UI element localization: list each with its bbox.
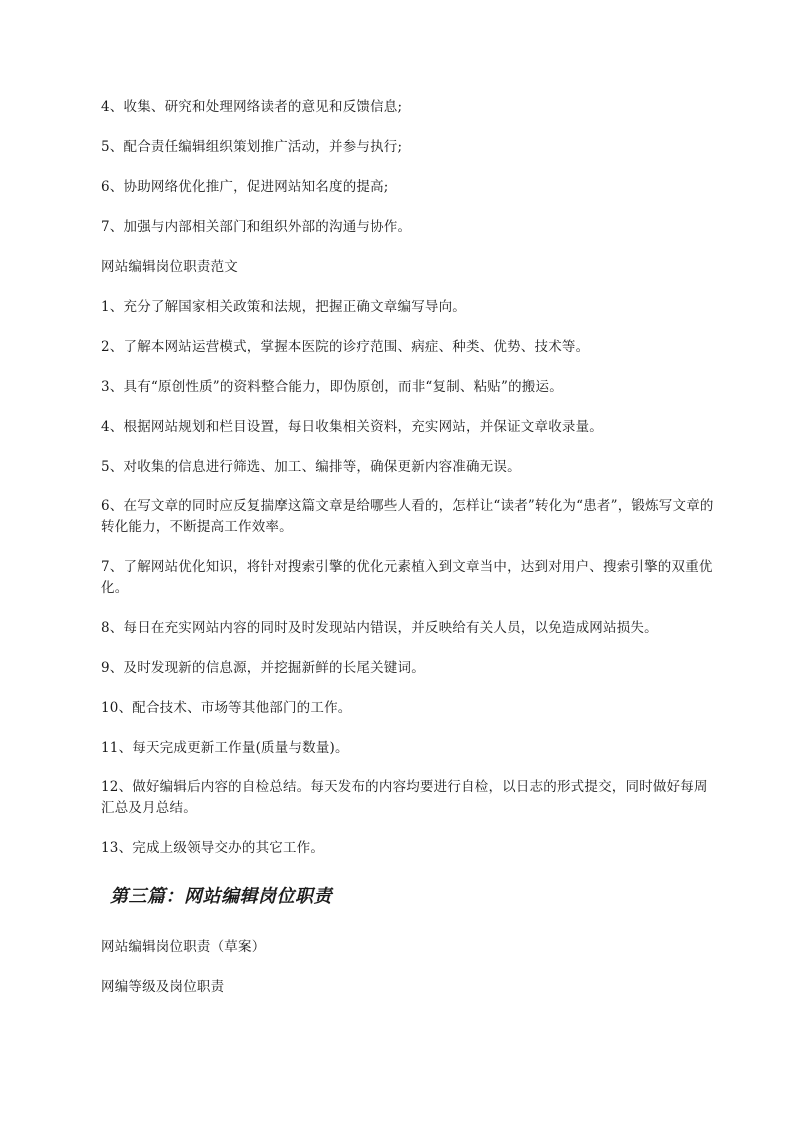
paragraph: 3、具有“原创性质”的资料整合能力，即伪原创，而非“复制、粘贴”的搬运。: [101, 379, 563, 395]
paragraph: 2、了解本网站运营模式，掌握本医院的诊疗范围、病症、种类、优势、技术等。: [101, 339, 590, 355]
paragraph: 4、收集、研究和处理网络读者的意见和反馈信息;: [101, 99, 403, 115]
paragraph: 6、协助网络优化推广，促进网站知名度的提高;: [101, 179, 389, 195]
paragraph: 10、配合技术、市场等其他部门的工作。: [101, 700, 352, 716]
paragraph: 5、对收集的信息进行筛选、加工、编排等，确保更新内容准确无误。: [101, 459, 521, 475]
section-heading: 第三篇：网站编辑岗位职责: [110, 886, 332, 907]
paragraph: 11、每天完成更新工作量(质量与数量)。: [101, 740, 349, 756]
paragraph: 网编等级及岗位职责: [101, 979, 225, 995]
paragraph: 13、完成上级领导交办的其它工作。: [101, 840, 325, 856]
paragraph: 1、充分了解国家相关政策和法规，把握正确文章编写导向。: [101, 299, 466, 315]
paragraph: 7、了解网站优化知识，将针对搜索引擎的优化元素植入到文章当中，达到对用户、搜索引擎的双重优化。: [101, 559, 713, 596]
paragraph: 8、每日在充实网站内容的同时及时发现站内错误，并反映给有关人员，以免造成网站损失。: [101, 620, 658, 636]
paragraph-subtitle: 网站编辑岗位职责范文: [101, 259, 238, 275]
paragraph: 7、加强与内部相关部门和组织外部的沟通与协作。: [101, 219, 412, 235]
paragraph: 9、及时发现新的信息源，并挖掘新鲜的长尾关键词。: [101, 660, 425, 676]
paragraph: 12、做好编辑后内容的自检总结。每天发布的内容均要进行自检，以日志的形式提交，同时做好每周汇总及月总结。: [101, 779, 708, 816]
paragraph: 网站编辑岗位职责（草案）: [101, 939, 266, 955]
paragraph: 4、根据网站规划和栏目设置，每日收集相关资料，充实网站，并保证文章收录量。: [101, 419, 603, 435]
paragraph: 5、配合责任编辑组织策划推广活动，并参与执行;: [101, 139, 403, 155]
paragraph: 6、在写文章的同时应反复揣摩这篇文章是给哪些人看的，怎样让“读者”转化为“患者”，锻炼写文章的转化能力，不断提高工作效率。: [101, 498, 714, 535]
